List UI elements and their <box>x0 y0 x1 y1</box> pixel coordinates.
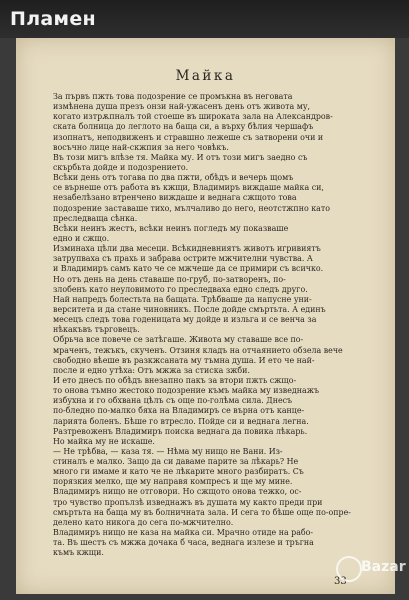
text-line: восъчно лице най-скжпия за него човѣкъ. <box>53 142 229 152</box>
text-line: после и едно утѣха: Отъ мжжа за стиска зжби. <box>53 365 250 375</box>
text-line: порязкия мелко, ще му направя компресъ и ще му мине. <box>53 477 293 487</box>
text-line: И ето днесъ по обѣдъ внезапно пакъ за втори пжть сжщо- <box>53 375 297 385</box>
text-line: когато изтрѫпналъ той стоеше въ широката зала на Александров- <box>53 112 333 122</box>
text-line: свободно вѣеше въ разкжсаната му тъмна душа. И ето че най- <box>53 355 315 365</box>
text-line: къмъ кжщи. <box>53 548 104 558</box>
text-line: Всѣки день отъ тогава по два пжти, обѣдъ и вечерь щомъ <box>53 173 294 183</box>
text-line: ларията боленъ. Бѣше го втресло. Пойде си и веднага легна. <box>53 416 309 426</box>
text-line: Всѣки неинъ жестъ, всѣки неинъ погледъ му показваше <box>53 223 289 233</box>
text-line: ската болница до леглото на баща си, а върху бѣлия чершафъ <box>53 122 314 132</box>
site-brand[interactable]: Пламен <box>10 8 96 30</box>
text-line: злобенъ като неуловимото го преследваха едно следъ друго. <box>53 284 308 294</box>
chapter-title: Майка <box>175 68 236 84</box>
text-line: Владимиръ нищо не каза на майка си. Мрачно отиде на рабо- <box>53 528 314 538</box>
text-line: месецъ следъ това годеницата му дойде и изльга и се венча за <box>53 315 317 325</box>
text-line: преследваща сѣнка. <box>53 213 138 223</box>
text-line: тро чувство пропълзѣ изведнажъ въ душата му както преди при <box>53 497 323 507</box>
text-line: делено като никога до сега по-мжчително. <box>53 517 234 527</box>
text-line: стиналъ е малко. Защо да си даваме парите за лѣкарь? Не <box>53 457 299 467</box>
text-line: и Владимиръ самъ като че се мжчеше да се примири съ всичко. <box>53 264 324 274</box>
text-line: Владимиръ нищо не отговори. Но сжщото онова тежко, ос- <box>53 487 302 497</box>
text-line: Но майка му не искаше. <box>53 436 155 446</box>
text-line: незабелѣзано втренчено виждаше и веднага сжщото това <box>53 193 297 203</box>
text-line: подозрение заставаше тихо, мълчаливо до него, неотстжпно като <box>53 203 330 213</box>
text-line: Най напредъ болестьта на бащата. Трѣбваше да напусне уни- <box>53 294 312 304</box>
text-line: изопнатъ, неподвиженъ и стравшно лежеше съ затворени очи и <box>53 132 324 142</box>
text-line: затрупваха съ праxь и забрава острите мжчителни чувства. А <box>53 254 313 264</box>
text-line: та. Въ шестъ съ мжжа дочака б часа, веднага излезе и тръгна <box>53 538 314 548</box>
text-line: избухна и го обхвана цѣлъ съ още по-голѣма сила. Днесъ <box>53 396 293 406</box>
watermark-logo-icon <box>336 556 362 582</box>
text-line: се върнеше отъ работа въ кжщи, Владимиръ виждаше майка си, <box>53 183 324 193</box>
page-body <box>53 92 358 558</box>
text-line: Обрьча все повече се затѣгаше. Живота му ставаше все по- <box>53 335 304 345</box>
text-line: скърбьта дойде и подозрението. <box>53 162 189 172</box>
text-line: Изминаха цѣли два месеци. Всѣкидневниятъ животъ игривиятъ <box>53 244 321 254</box>
text-line: За първъ пжть това подозрение се промъкна въ неговата <box>53 92 293 101</box>
site-header <box>0 0 409 38</box>
text-line: — Не трѣбва, — каза тя. — Нѣма му нищо не Вани. Из- <box>53 446 283 456</box>
text-line: Разтревоженъ Владимиръ поиска веднага да повика лѣкарь. <box>53 426 308 436</box>
text-line: смъртьта на баща му въ болничната зала. И сега то бѣше още по-опре- <box>53 507 351 517</box>
text-line: то онова тъмно жестоко подозрение къмъ майка му изведнажъ <box>53 386 320 396</box>
text-line: много ги имаме и като че не лѣкарите много разбиратъ. Съ <box>53 467 304 477</box>
text-line: нѣкакъвъ търговецъ. <box>53 325 140 335</box>
text-line: измѣнена душа презъ онзи най-ужасенъ день отъ живота му, <box>53 102 310 112</box>
page-number: 33 <box>334 576 347 587</box>
text-line: Въ този мигъ влѣзе тя. Майка му. И отъ този мигъ заедно съ <box>53 152 308 162</box>
text-line: по-бледно по-малко бяха на Владимиръ се върна отъ канце- <box>53 406 305 416</box>
text-line: мраченъ, тежъкъ, скученъ. Отзиня кладъ на отчаянието обзела вече <box>53 345 343 355</box>
watermark-text: Bazar <box>361 559 406 575</box>
book-page <box>16 38 395 594</box>
text-line: Но отъ день на день ставаше по-груб, по-затворенъ, по- <box>53 274 286 284</box>
text-line: верситета и да стане чиновникъ. После дойде смъртьта. А единъ <box>53 304 326 314</box>
text-line: едно и сжщо. <box>53 233 110 243</box>
